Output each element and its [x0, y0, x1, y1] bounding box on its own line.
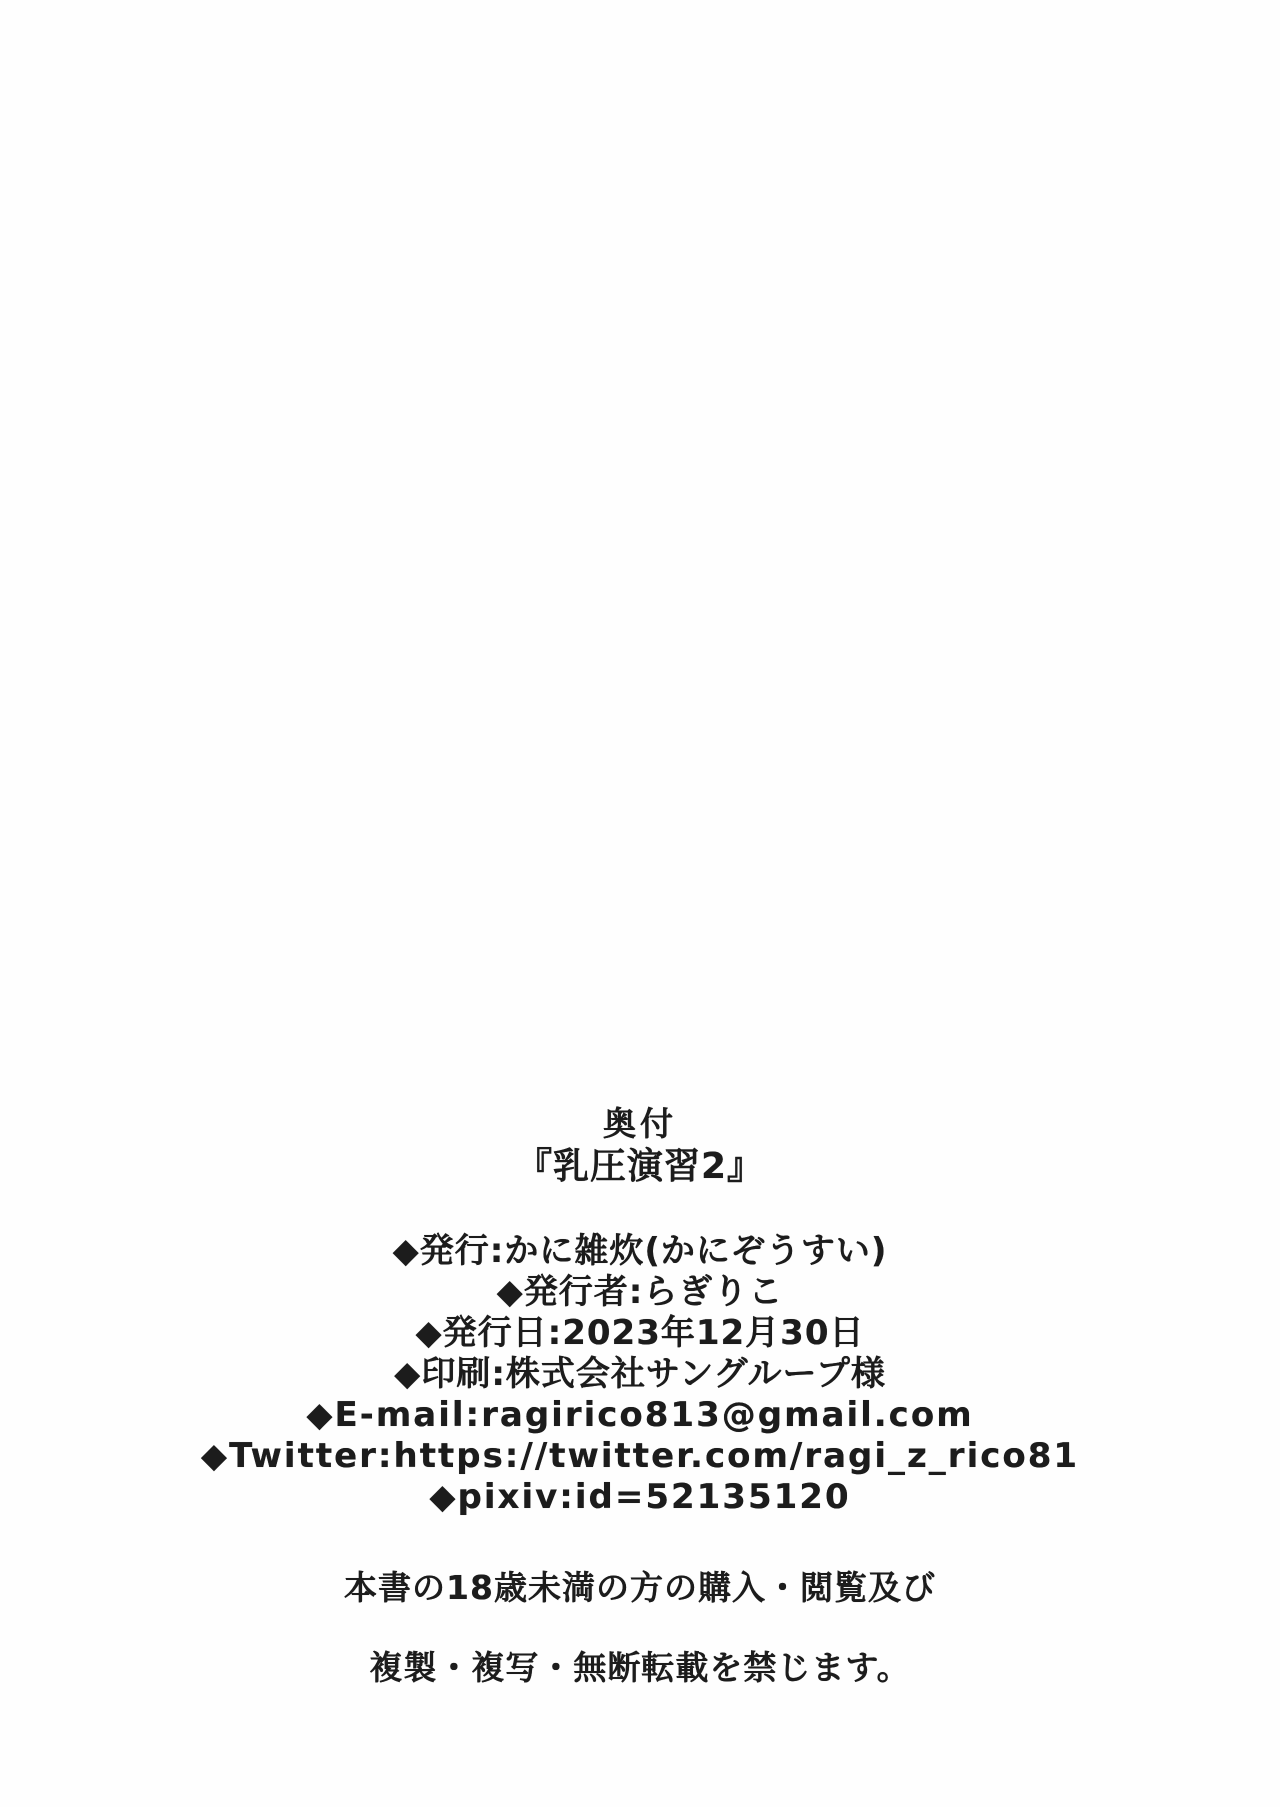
pixiv-line: ◆pixiv:id=52135120	[429, 1477, 851, 1517]
disclaimer-line-1: 本書の18歳未満の方の購入・閲覧及び	[344, 1568, 936, 1607]
spacer	[0, 1189, 1280, 1231]
email-line: ◆E-mail:ragirico813@gmail.com	[306, 1395, 974, 1435]
publisher-line: ◆発行:かに雑炊(かにぞうすい)	[392, 1231, 888, 1271]
book-title: 『乳圧演習2』	[515, 1146, 765, 1187]
disclaimer-line-2: 複製・複写・無断転載を禁じます。	[369, 1648, 911, 1687]
spacer	[0, 1608, 1280, 1648]
twitter-line: ◆Twitter:https://twitter.com/ragi_z_rico81	[200, 1436, 1080, 1476]
printer-line: ◆印刷:株式会社サングループ様	[394, 1354, 886, 1394]
section-title: 奥付	[603, 1104, 677, 1143]
spacer	[0, 1518, 1280, 1568]
author-line: ◆発行者:らぎりこ	[496, 1272, 784, 1312]
colophon-block	[0, 1103, 1280, 1688]
publish-date-line: ◆発行日:2023年12月30日	[415, 1313, 865, 1353]
